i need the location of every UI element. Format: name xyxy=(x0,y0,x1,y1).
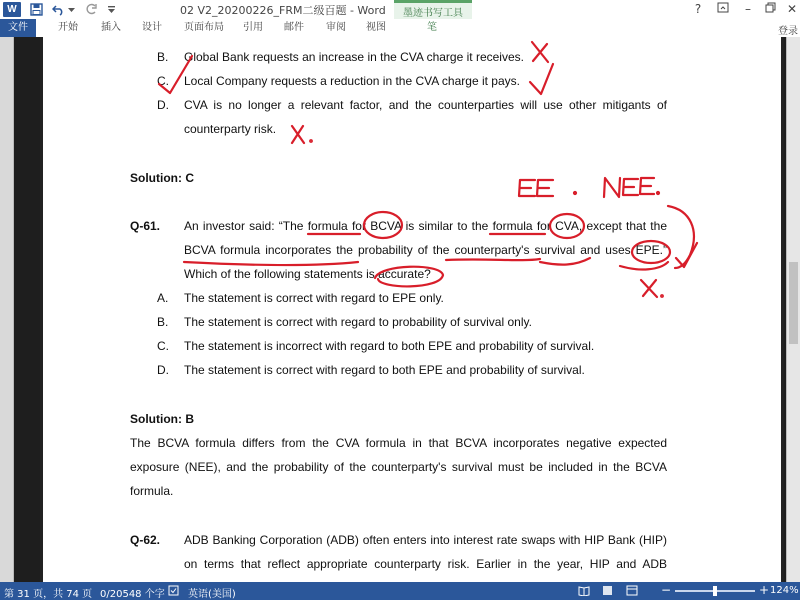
minimize-icon[interactable]: – xyxy=(745,2,751,16)
tab-file[interactable]: 文件 xyxy=(0,19,36,37)
undo-icon[interactable] xyxy=(50,2,66,17)
q61-line-3: Which of the following statements is accurate? xyxy=(184,267,431,281)
tab-view[interactable]: 视图 xyxy=(366,22,386,33)
prev-option-b-text: Global Bank requests an increase in the CVA charge it receives. xyxy=(184,50,524,64)
q61-explanation-line-3: formula. xyxy=(130,484,174,498)
prev-option-d-line-1: CVA is no longer a relevant factor, and the counterparties will use other mitigants of xyxy=(184,98,667,112)
customize-quick-access-icon[interactable] xyxy=(104,2,118,17)
language[interactable]: 英语(美国) xyxy=(188,589,236,600)
tab-pen[interactable]: 笔 xyxy=(427,22,437,33)
prev-option-d-line-2: counterparty risk. xyxy=(184,122,277,136)
tab-mailings[interactable]: 邮件 xyxy=(284,22,304,33)
q61-explanation-line-2: exposure (NEE), and the probability of the counterparty's survival must be included in the BCVA xyxy=(130,460,667,474)
q61-number: Q-61. xyxy=(130,219,161,233)
document-title: 02 V2_20200226_FRM二级百题 - Word xyxy=(180,4,386,17)
q62-line-2: on terms that reflect appropriate counterparty risk. Earlier in the year, HIP and ADB xyxy=(184,557,667,571)
q62-line-1: ADB Banking Corporation (ADB) often enters into interest rate swaps with HIP Bank (HIP) xyxy=(184,533,667,547)
tab-design[interactable]: 设计 xyxy=(142,22,162,33)
q61-line-2: BCVA formula incorporates the probability of the counterparty's survival and uses EPE.” xyxy=(184,243,667,257)
tab-page-layout[interactable]: 页面布局 xyxy=(184,22,224,33)
q61-option-b-letter: B. xyxy=(157,315,169,329)
ribbon-options-icon[interactable] xyxy=(713,2,733,17)
word-count[interactable]: 0/20548 个字 xyxy=(100,589,165,600)
q61-option-c-text: The statement is incorrect with regard to both EPE and probability of survival. xyxy=(184,339,595,353)
prev-option-d-letter: D. xyxy=(157,98,169,112)
q61-line-1: An investor said: “The formula for BCVA is similar to the formula for CVA, except that the xyxy=(184,219,667,233)
prev-option-c-text: Local Company requests a reduction in the CVA charge it pays. xyxy=(184,74,520,88)
close-icon[interactable]: ✕ xyxy=(786,2,798,16)
ribbon-tabs xyxy=(0,19,800,37)
status-bar xyxy=(0,582,800,600)
undo-dropdown-icon[interactable] xyxy=(66,2,76,17)
help-icon[interactable]: ? xyxy=(694,2,702,16)
q62-number: Q-62. xyxy=(130,533,161,547)
zoom-slider-thumb[interactable] xyxy=(713,586,717,596)
tab-review[interactable]: 审阅 xyxy=(326,22,346,33)
tab-references[interactable]: 引用 xyxy=(243,22,263,33)
vertical-ruler xyxy=(0,37,14,582)
q61-option-d-letter: D. xyxy=(157,363,169,377)
proofing-icon[interactable] xyxy=(168,585,179,599)
q61-option-d-text: The statement is correct with regard to both EPE and probability of survival. xyxy=(184,363,585,377)
ink-tools-context-group: 墨迹书写工具 xyxy=(394,0,472,37)
scroll-thumb[interactable] xyxy=(789,262,798,344)
tab-home[interactable]: 开始 xyxy=(58,22,78,33)
vertical-scrollbar[interactable] xyxy=(786,37,800,582)
document-area xyxy=(0,37,800,582)
web-layout-icon[interactable] xyxy=(626,585,638,599)
zoom-out-button[interactable]: − xyxy=(661,583,672,597)
page-count[interactable]: 第 31 页，共 74 页 xyxy=(4,589,93,600)
prev-option-b-letter: B. xyxy=(157,50,169,64)
sign-in-link[interactable]: 登录 xyxy=(778,26,798,37)
word-logo-icon: W xyxy=(3,2,21,17)
prev-option-c-letter: C. xyxy=(157,74,169,88)
redo-icon[interactable] xyxy=(82,2,98,17)
save-icon[interactable] xyxy=(28,2,44,17)
read-mode-icon[interactable] xyxy=(578,585,590,599)
q61-option-c-letter: C. xyxy=(157,339,169,353)
q61-option-b-text: The statement is correct with regard to probability of survival only. xyxy=(184,315,532,329)
zoom-in-button[interactable]: + xyxy=(759,583,770,597)
q61-solution: Solution: B xyxy=(130,412,194,426)
print-layout-icon[interactable] xyxy=(602,585,613,599)
zoom-level[interactable]: 124% xyxy=(770,585,799,596)
q61-option-a-letter: A. xyxy=(157,291,169,305)
restore-icon[interactable] xyxy=(760,2,780,17)
q61-option-a-text: The statement is correct with regard to EPE only. xyxy=(184,291,444,305)
tab-insert[interactable]: 插入 xyxy=(101,22,121,33)
document-page[interactable] xyxy=(40,37,784,582)
prev-solution: Solution: C xyxy=(130,171,194,185)
q61-explanation-line-1: The BCVA formula differs from the CVA formula in that BCVA incorporates negative expected xyxy=(130,436,667,450)
